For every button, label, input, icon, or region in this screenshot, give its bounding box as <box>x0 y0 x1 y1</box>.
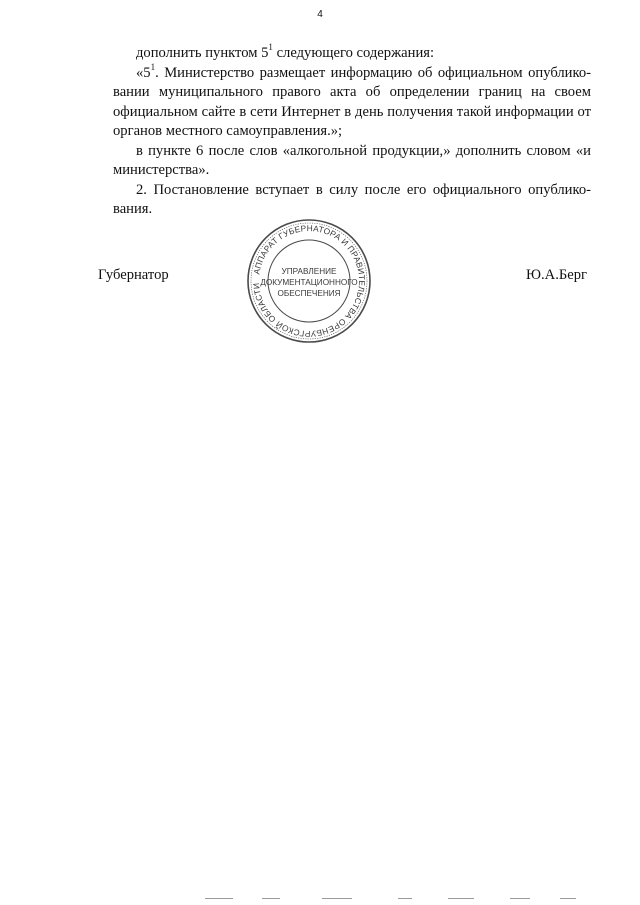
paragraph-2-text: «5 <box>136 64 151 81</box>
paragraph-1-text-end: следующего содержания: <box>272 45 435 61</box>
seal-graphic <box>244 216 374 346</box>
official-seal <box>244 216 374 346</box>
seal-center-line-2: ДОКУМЕНТАЦИОННОГО <box>260 278 358 287</box>
scan-artifacts <box>0 896 640 902</box>
superscript: 1 <box>268 42 273 53</box>
signature-title: Губернатор <box>98 267 169 283</box>
seal-center-line-3: ОБЕСПЕЧЕНИЯ <box>277 289 341 298</box>
page-number: 4 <box>317 9 323 20</box>
paragraph-3: в пункте 6 после слов «алкогольной продукции,» дополнить словом «и министерства». <box>113 142 591 178</box>
scan-mark <box>398 898 412 899</box>
seal-ring-textpath: АППАРАТ ГУБЕРНАТОРА И ПРАВИТЕЛЬСТВА ОРЕНБУРГСКОЙ ОБЛАСТИ <box>250 222 368 340</box>
scan-mark <box>448 898 474 899</box>
scan-mark <box>510 898 530 899</box>
scan-mark <box>560 898 576 899</box>
signatory-name: Ю.А.Берг <box>526 267 587 283</box>
superscript: 1 <box>150 61 156 72</box>
paragraph-1-text: дополнить пунктом 5 <box>136 45 269 61</box>
scan-mark <box>322 898 352 899</box>
seal-center-line-1: УПРАВЛЕНИЕ <box>281 267 337 276</box>
scan-mark <box>205 898 233 899</box>
scan-mark <box>262 898 280 899</box>
paragraph-4: 2. Постановление вступает в силу после его официального опублико-вания. <box>113 181 591 217</box>
paragraph-2-text-end: . Министерство размещает информацию об официальном опублико-вании муниципального правого акта об определении границ на своем официальном сайте в сети Интернет в день получения такой информации от органов местного самоуправления.»; <box>113 64 591 139</box>
